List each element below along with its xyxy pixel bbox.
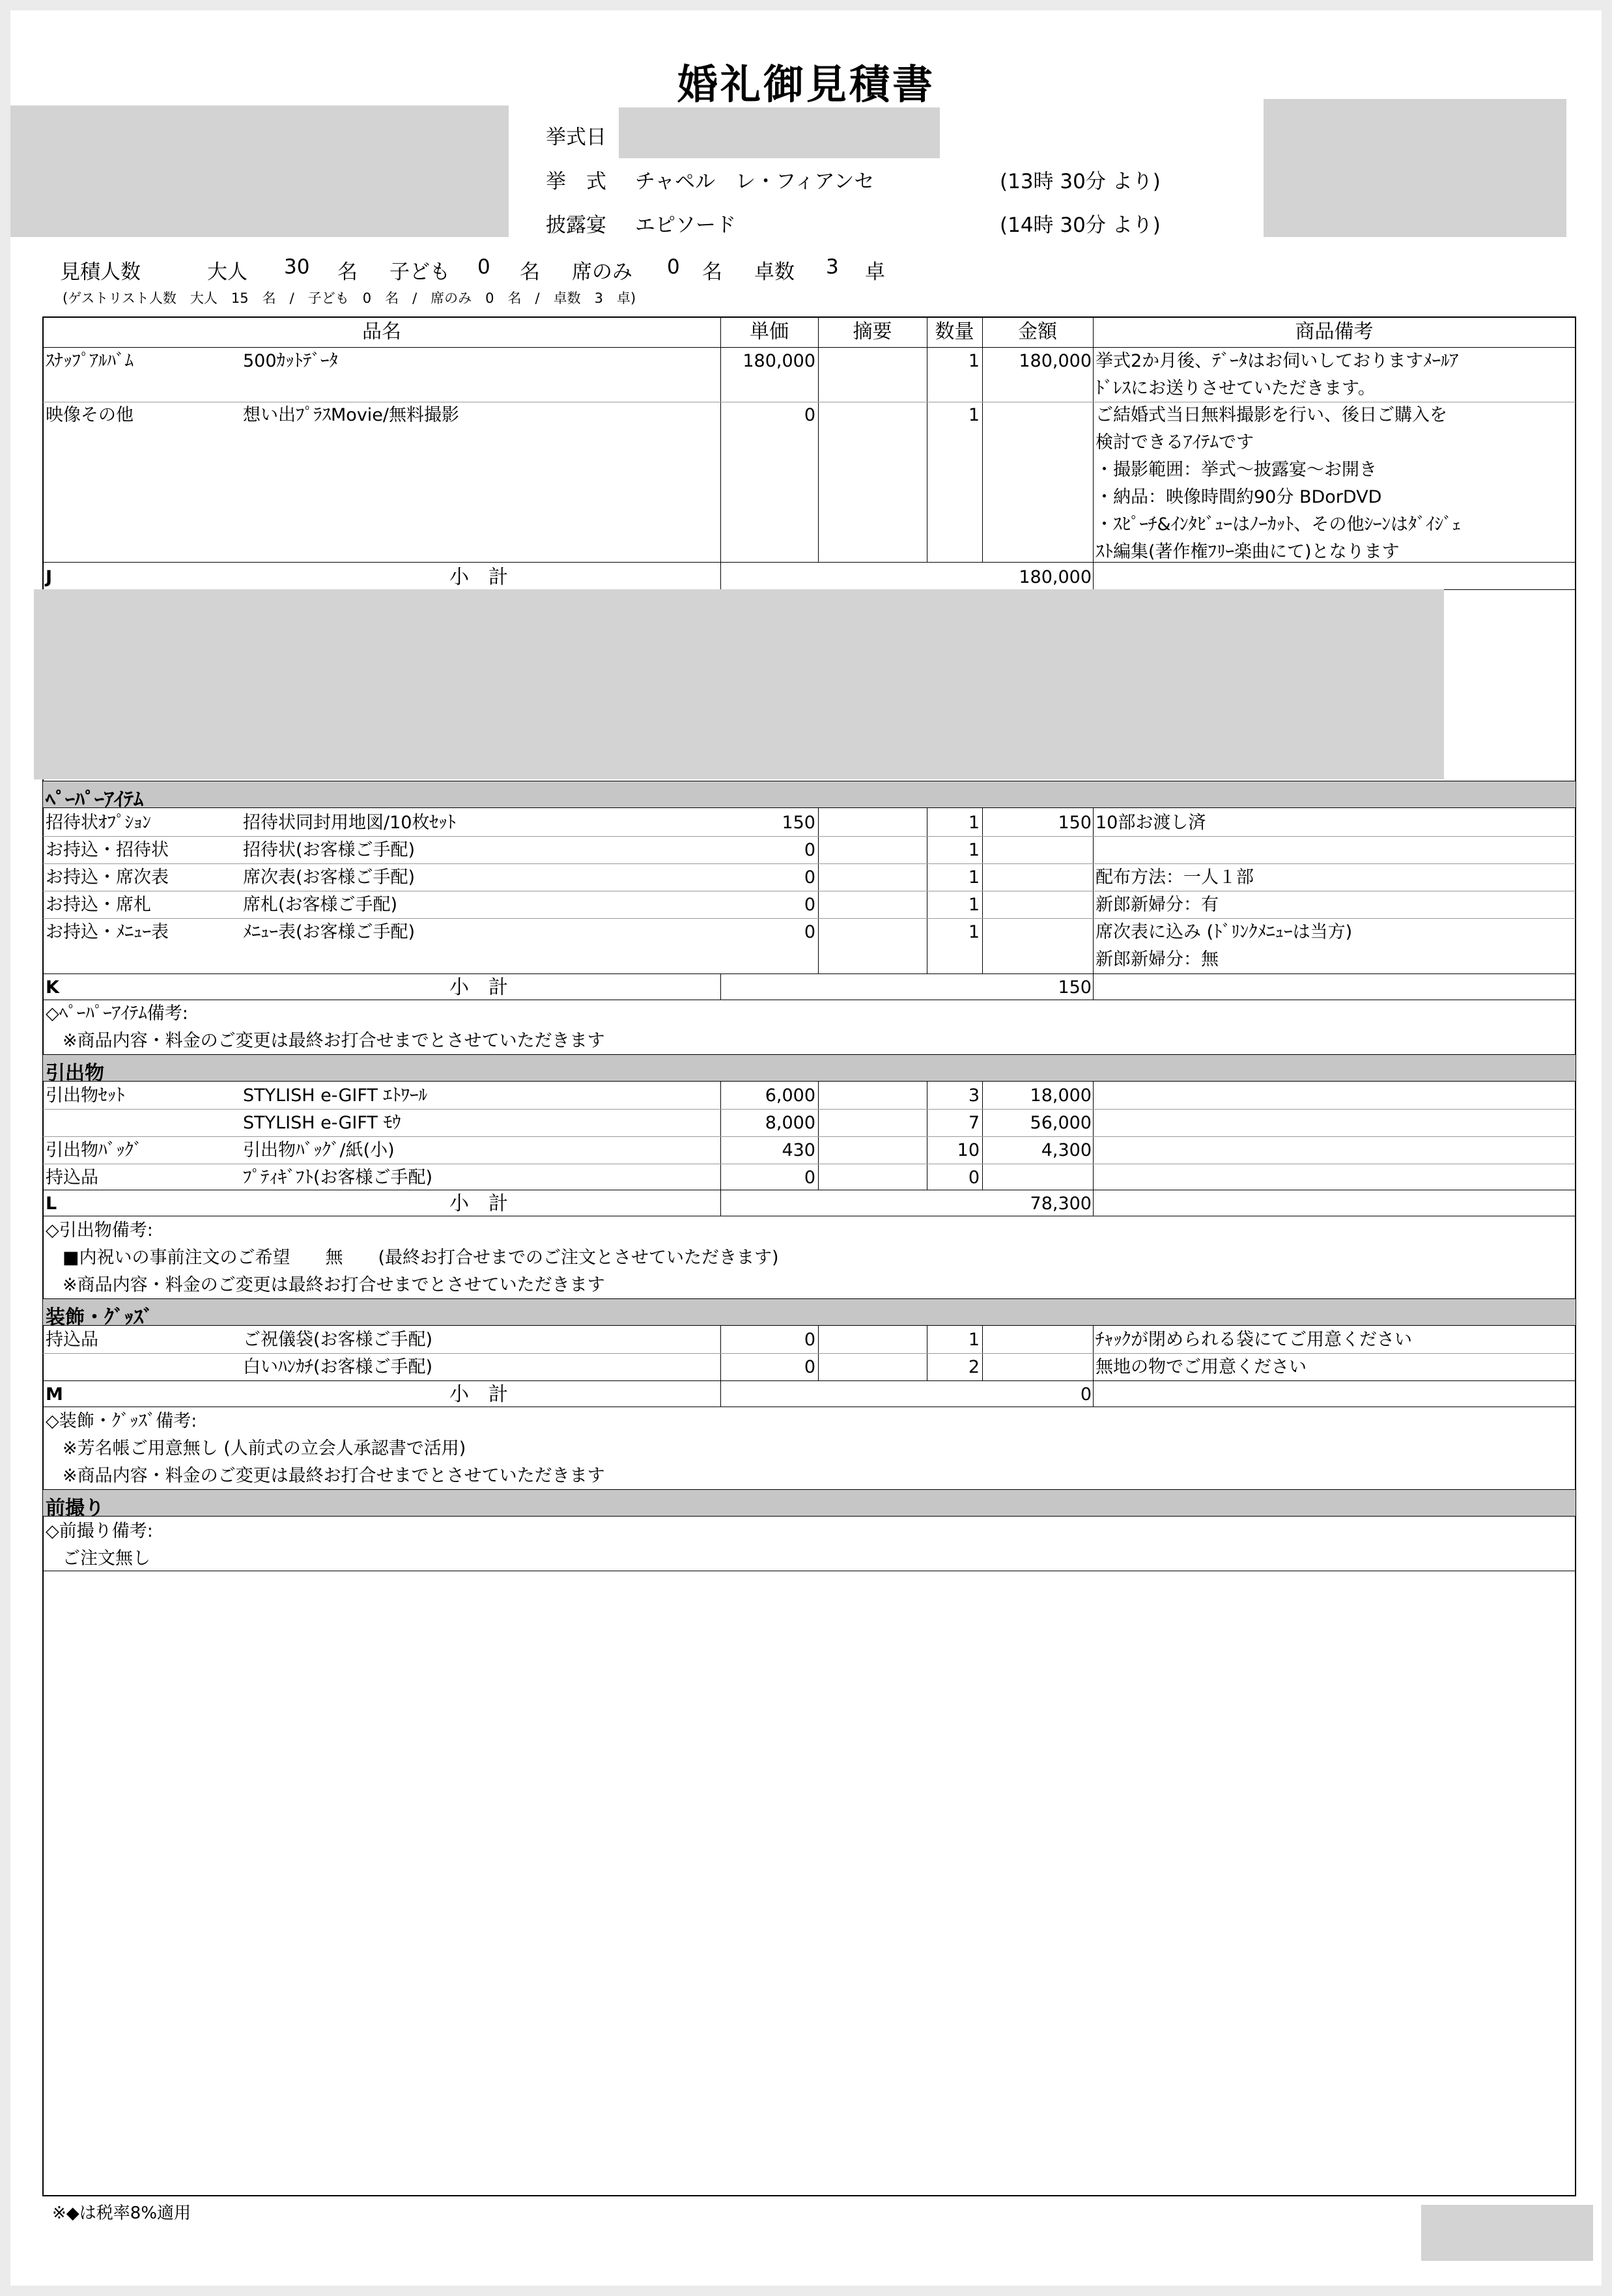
item-remark: 新郎新婦分：無: [1096, 949, 1219, 970]
item-remark: 無地の物でご用意ください: [1096, 1357, 1307, 1377]
column-divider: [1093, 562, 1094, 589]
section-heading: ﾍﾟｰﾊﾟｰｱｲﾃﾑ: [46, 789, 143, 811]
subtotal-top-line: [43, 1380, 1576, 1381]
unit-price: 180,000: [742, 351, 815, 371]
item-name: 500ｶｯﾄﾃﾞｰﾀ: [243, 351, 339, 371]
quantity: 1: [968, 813, 980, 833]
column-divider: [818, 1082, 819, 1190]
item-remark: ﾄﾞﾚｽにお送りさせていただきます。: [1096, 378, 1376, 399]
subtotal-top-line: [43, 973, 1576, 974]
column-divider: [720, 1380, 721, 1407]
unit-price: 0: [804, 840, 815, 860]
column-divider: [720, 1190, 721, 1216]
tax-footnote: ※◆は税率8%適用: [52, 2204, 191, 2223]
guestlist-count: (ゲストリスト人数 大人 15 名 / 子ども 0 名 / 席のみ 0 名 / 卓数 3 卓): [63, 290, 636, 306]
reception-venue: エピソード: [635, 214, 736, 237]
ceremony-date-label: 挙式日: [546, 126, 606, 149]
row-line: [43, 1109, 1576, 1110]
unit-price: 0: [804, 867, 815, 888]
item-remark: 検討できるｱｲﾃﾑです: [1096, 432, 1254, 453]
seat-label: 席のみ: [572, 260, 632, 284]
section-heading: 前撮り: [46, 1497, 104, 1520]
item-name: 招待状(お客様ご手配): [243, 840, 416, 860]
amount: 56,000: [1030, 1113, 1092, 1133]
subtotal-label: 小 計: [449, 1192, 508, 1215]
section-note-title: ◇装飾・ｸﾞｯｽﾞ備考:: [46, 1411, 197, 1431]
item-name: 席札(お客様ご手配): [243, 895, 398, 915]
subtotal-amount: 150: [1058, 977, 1092, 998]
section-heading-bar: [43, 1298, 1576, 1326]
section-note-title: ◇前撮り備考:: [46, 1521, 153, 1541]
redacted-stamp: [1421, 2205, 1593, 2261]
item-category: 持込品: [46, 1168, 98, 1188]
item-category: お持込・席次表: [46, 867, 169, 888]
column-divider: [982, 347, 983, 562]
section-note: ※商品内容・料金のご変更は最終お打合せまでとさせていただきます: [63, 1466, 605, 1486]
quantity: 1: [968, 1330, 980, 1350]
table-label: 卓数: [754, 260, 795, 284]
section-letter: L: [46, 1194, 57, 1214]
col-header-unit-price: 単価: [750, 320, 789, 343]
redacted-customer-block: [10, 105, 509, 237]
reception-time: (14時 30分 より): [1000, 214, 1161, 237]
unit-price: 0: [804, 1168, 815, 1188]
unit-price: 0: [804, 405, 815, 425]
section-letter: K: [46, 977, 59, 998]
column-divider: [720, 973, 721, 1000]
section-note: ※商品内容・料金のご変更は最終お打合せまでとさせていただきます: [63, 1031, 605, 1051]
seat-count: 0: [667, 255, 680, 279]
item-category: 引出物ﾊﾞｯｸﾞ: [46, 1140, 143, 1160]
item-name: 引出物ﾊﾞｯｸﾞ/紙(小): [243, 1140, 395, 1160]
subtotal-label: 小 計: [449, 976, 508, 999]
item-name: STYLISH e-GIFT ﾓｳ: [243, 1113, 401, 1133]
redacted-block: [34, 589, 1444, 779]
unit-label: 名: [337, 260, 358, 284]
item-name: 招待状同封用地図/10枚ｾｯﾄ: [243, 813, 456, 833]
column-divider: [818, 347, 819, 562]
item-name: 白いﾊﾝｶﾁ(お客様ご手配): [243, 1357, 433, 1377]
item-remark: 席次表に込み (ﾄﾞﾘﾝｸﾒﾆｭｰは当方): [1096, 922, 1353, 942]
amount: 18,000: [1030, 1085, 1092, 1106]
child-label: 子ども: [389, 260, 450, 284]
quantity: 1: [968, 922, 980, 942]
item-name: ﾒﾆｭｰ表(お客様ご手配): [243, 922, 416, 942]
section-heading-bar: [43, 1489, 1576, 1517]
quantity: 1: [968, 895, 980, 915]
item-remark: ・納品：映像時間約90分 BDorDVD: [1096, 487, 1382, 507]
subtotal-amount: 180,000: [1019, 567, 1092, 587]
quantity: 1: [968, 351, 980, 371]
item-remark: ・撮影範囲：挙式～披露宴～お開き: [1096, 460, 1377, 480]
redacted-ceremony-date: [619, 107, 940, 158]
section-note: ※芳名帳ご用意無し (人前式の立会人承認書で活用): [63, 1438, 466, 1459]
unit-price: 6,000: [765, 1085, 815, 1106]
section-letter: J: [46, 567, 53, 587]
quantity: 0: [968, 1168, 980, 1188]
item-name: STYLISH e-GIFT ｴﾄﾜｰﾙ: [243, 1085, 428, 1106]
ceremony-label: 挙 式: [546, 170, 606, 193]
col-header-note: 摘要: [853, 320, 892, 343]
section-note-title: ◇ﾍﾟｰﾊﾟｰｱｲﾃﾑ備考:: [46, 1003, 188, 1024]
column-divider: [1093, 1190, 1094, 1216]
reception-label: 披露宴: [546, 214, 606, 237]
item-category: 映像その他: [46, 405, 134, 425]
unit-label: 名: [702, 260, 722, 284]
amount: 4,300: [1041, 1140, 1092, 1160]
item-remark: ご結婚式当日無料撮影を行い、後日ご購入を: [1096, 405, 1447, 425]
subtotal-top-line: [43, 562, 1576, 563]
section-note: ※商品内容・料金のご変更は最終お打合せまでとさせていただきます: [63, 1275, 605, 1295]
section-heading-bar: [43, 781, 1576, 808]
count-label: 見積人数: [60, 260, 141, 284]
ceremony-time: (13時 30分 より): [1000, 170, 1161, 193]
quantity: 10: [957, 1140, 980, 1160]
quantity: 3: [968, 1085, 980, 1106]
item-name: 想い出ﾌﾟﾗｽMovie/無料撮影: [243, 405, 460, 425]
row-line: [43, 863, 1576, 864]
section-heading: 引出物: [46, 1062, 104, 1085]
header-row-line: [43, 347, 1576, 348]
item-name: ご祝儀袋(お客様ご手配): [243, 1330, 433, 1350]
quantity: 1: [968, 867, 980, 888]
page-title: 婚礼御見積書: [677, 61, 936, 108]
item-category: 持込品: [46, 1330, 98, 1350]
unit-label: 卓: [865, 260, 885, 284]
column-divider: [1093, 347, 1094, 562]
item-remark: ﾁｬｯｸが閉められる袋にてご用意ください: [1096, 1330, 1412, 1350]
item-category: 引出物ｾｯﾄ: [46, 1085, 125, 1106]
item-remark: 10部お渡し済: [1096, 813, 1206, 833]
ceremony-venue: チャペル レ・フィアンセ: [635, 170, 875, 193]
column-divider: [1093, 1082, 1094, 1190]
item-name: 席次表(お客様ご手配): [243, 867, 416, 888]
item-category: お持込・ﾒﾆｭｰ表: [46, 922, 169, 942]
item-category: お持込・席札: [46, 895, 151, 915]
subtotal-amount: 78,300: [1030, 1194, 1092, 1214]
column-divider: [720, 562, 721, 589]
subtotal-amount: 0: [1080, 1384, 1092, 1405]
row-line: [43, 836, 1576, 837]
row-line: [43, 1353, 1576, 1354]
unit-price: 0: [804, 1330, 815, 1350]
item-remark: 配布方法：一人１部: [1096, 867, 1254, 888]
unit-price: 0: [804, 922, 815, 942]
quantity: 1: [968, 405, 980, 425]
row-line: [43, 1136, 1576, 1137]
unit-label: 名: [520, 260, 540, 284]
unit-price: 8,000: [765, 1113, 815, 1133]
subtotal-label: 小 計: [449, 566, 508, 589]
subtotal-label: 小 計: [449, 1383, 508, 1406]
redacted-venue-logo: [1264, 99, 1566, 237]
child-count: 0: [477, 255, 490, 279]
unit-price: 430: [782, 1140, 815, 1160]
unit-price: 0: [804, 895, 815, 915]
col-header-name: 品名: [362, 320, 401, 343]
table-count: 3: [826, 255, 839, 279]
column-divider: [1093, 973, 1094, 1000]
section-letter: M: [46, 1384, 63, 1405]
column-divider: [720, 347, 721, 562]
unit-price: 150: [782, 813, 815, 833]
item-name: ﾌﾟﾃｨｷﾞﾌﾄ(お客様ご手配): [243, 1168, 433, 1188]
unit-price: 0: [804, 1357, 815, 1377]
row-line: [43, 918, 1576, 919]
quantity: 1: [968, 840, 980, 860]
item-remark: 挙式2か月後、ﾃﾞｰﾀはお伺いしておりますﾒｰﾙｱ: [1096, 351, 1459, 371]
section-note: ご注文無し: [63, 1548, 150, 1569]
item-remark: ・ｽﾋﾟｰﾁ&ｲﾝﾀﾋﾞｭｰはﾉｰｶｯﾄ、その他ｼｰﾝはﾀﾞｲｼﾞｪ: [1096, 514, 1462, 535]
column-divider: [1093, 1380, 1094, 1407]
adult-count: 30: [284, 255, 310, 279]
adult-label: 大人: [207, 260, 247, 284]
item-category: お持込・招待状: [46, 840, 169, 860]
item-remark: ｽﾄ編集(著作権ﾌﾘｰ楽曲にて)となります: [1096, 542, 1400, 562]
col-header-remarks: 商品備考: [1295, 320, 1374, 343]
quantity: 2: [968, 1357, 980, 1377]
amount: 150: [1058, 813, 1092, 833]
item-remark: 新郎新婦分：有: [1096, 895, 1219, 915]
section-note: ■内祝いの事前注文のご希望 無 (最終お打合せまでのご注文とさせていただきます): [63, 1248, 779, 1268]
col-header-qty: 数量: [935, 320, 974, 343]
section-heading: 装飾・ｸﾞｯｽﾞ: [46, 1306, 153, 1329]
item-category: 招待状ｵﾌﾟｼｮﾝ: [46, 813, 151, 833]
section-note-title: ◇引出物備考:: [46, 1220, 153, 1240]
quantity: 7: [968, 1113, 980, 1133]
item-category: ｽﾅｯﾌﾟｱﾙﾊﾞﾑ: [46, 351, 134, 371]
section-heading-bar: [43, 1054, 1576, 1082]
amount: 180,000: [1019, 351, 1092, 371]
col-header-amount: 金額: [1018, 320, 1057, 343]
